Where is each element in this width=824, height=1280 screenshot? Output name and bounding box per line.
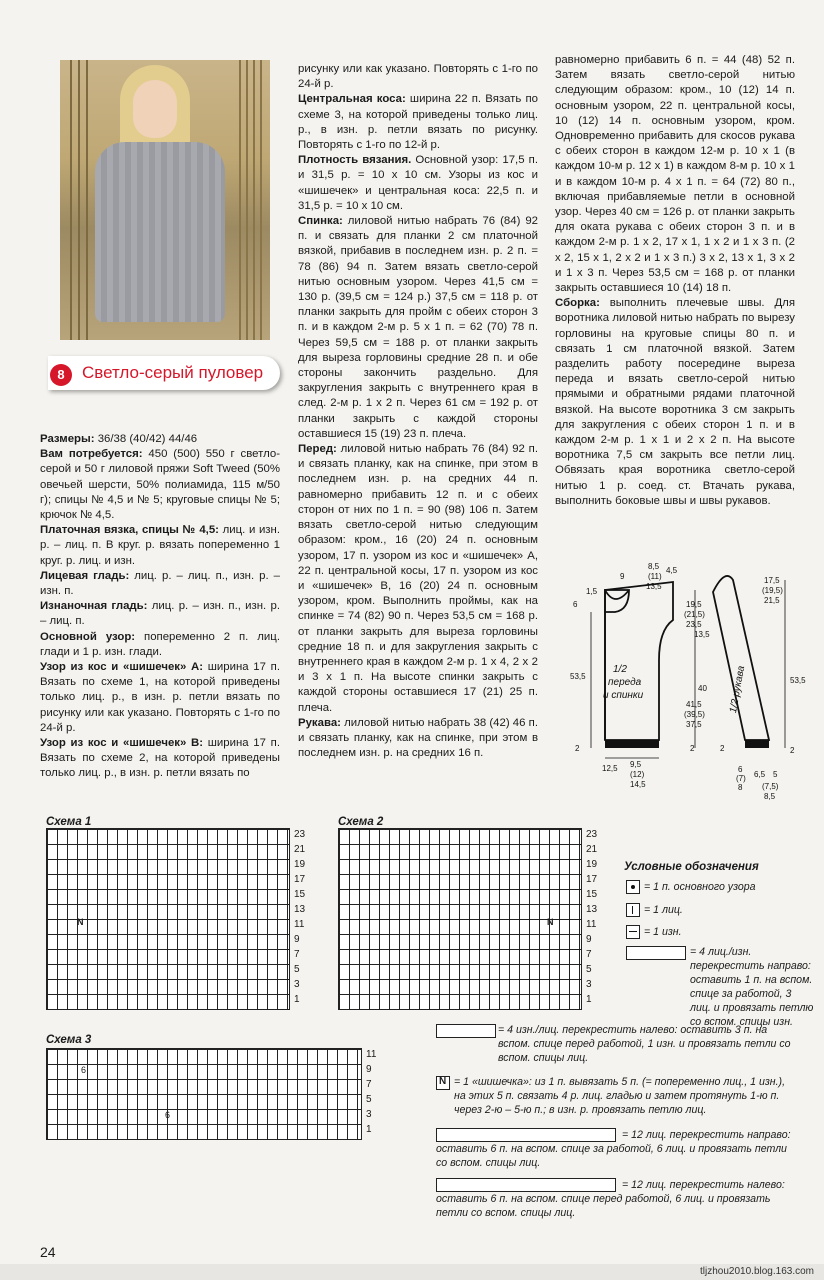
photo-reeds-right	[234, 60, 264, 340]
text-column-3	[555, 53, 795, 509]
label-half-2: переда	[608, 677, 642, 688]
row-number: 17	[586, 874, 598, 885]
scheme-1-title: Схема 1	[46, 816, 92, 828]
symbol-cross-right-4	[626, 946, 686, 960]
row-number: 7	[586, 949, 592, 960]
dim-shoulder-last: 13,5	[646, 582, 662, 591]
section-body: попеременно 2 п. лиц. глади и 1 р. изн. глади.	[40, 630, 280, 658]
row-number: 5	[586, 964, 592, 975]
dim-sleeve-top-1: 17,5	[764, 576, 780, 585]
row-number: 9	[586, 934, 592, 945]
dim-cuff-f: (7,5)	[762, 782, 779, 791]
symbol-bobble-glyph: N	[439, 1076, 447, 1087]
col1-paragraph	[40, 736, 280, 782]
dim-left-margin: 1,5	[586, 587, 598, 596]
section-body: лиловой нитью набрать 76 (84) 92 п. и связать планку, как на спинке, при этом в последнем изн. р. на средних 44 п. равномерно прибавить 12 п. и с обеих сторон от них по 1 п. = 90 (98) 106 п. Затем вязать светло-серой нитью следующим образом: кром., 16 (20) 24 п. основным узором, 17 п. узором из кос и «шишечек» A, 22 п. центральной косы, 17 п. узором из кос и «шишечек» B, 16 (20) 24 п. основным узором, кром. Выполнить проймы, как на спинке = 74 (82) 90 п. Через 53,5 см = 168 р. от планки закрыть для выреза горловины средние 18 п. и для закругления закрыть с внутреннего края в каждом 2-м р. 1 х 4, 2 х 2 и 3 х 1 п. На высоте спинки закрыть с каждой стороны оставшиеся 17 (21) 25 п. плеча.	[298, 443, 538, 714]
body-panel	[605, 582, 673, 740]
photo-reeds-left	[64, 60, 94, 340]
section-heading: Платочная вязка, спицы № 4,5:	[40, 524, 219, 537]
row-number: 9	[366, 1064, 372, 1075]
dim-lower-1: 41,5	[686, 700, 702, 709]
pattern-title: Светло-серый пуловер	[82, 363, 264, 382]
section-body: ширина 22 п. Вязать по схеме 3, на которой приведены только лиц. р., в изн. р. петли вязать по рисунку. Повторять с 1-го по 12-й р.	[298, 93, 538, 152]
row-number: 3	[294, 979, 300, 990]
cable-mark-1: 6	[81, 1065, 87, 1075]
dim-shoulder-top: 8,5	[648, 562, 660, 571]
section-body: выполнить плечевые швы. Для воротника лиловой нитью набрать по вырезу горловины на круговые спицы 80 п. и связать 1 см платочной вязкой. Затем разделить работу посередине выреза переда и вязать светло-серой нитью прямыми и обратными рядами платочной вязкой. На высоте воротника 3 см закрыть для закругления с обеих сторон 1 п. и в каждом 2-м р. 1 х 1 и 2 х 2 п. На высоте воротника 7,5 см закрыть все петли лиц. Обвязать края воротника светло-серой нитью 1 р. соед. ст. Втачать рукава, выполнить боковые швы и швы рукавов.	[555, 297, 795, 507]
col1-paragraph	[40, 599, 280, 629]
section-heading: Узор из кос и «шишечек» B:	[40, 737, 204, 750]
section-body: лиц. и изн. р. – лиц. п. В круг. р. вязать попеременно 1 круг. р. лиц. и изн.	[40, 524, 280, 567]
section-heading: Основной узор:	[40, 630, 136, 643]
col3-paragraph	[555, 53, 795, 296]
dim-hem-left: 2	[575, 744, 580, 753]
dim-total-height: 53,5	[570, 672, 586, 681]
dim-armhole-3: 23,5	[686, 620, 702, 629]
row-number: 13	[294, 904, 306, 915]
section-body: лиловой нитью набрать 76 (84) 92 п. и связать для планки 2 см платочной вязкой, прибавив в последнем изн. р. 2 п. = 78 (86) 94 п. Затем вязать светло-серой нитью основным узором. Через 41,5 см = 130 р. (39,5 см = 124 р.) 37,5 см = 118 р. от планки закрыть для пройм с обеих сторон 3 п. и в каждом 2-м р. 5 х 1 п. = 62 (70) 78 п. Через 59,5 см = 188 р. от планки закрыть для выреза горловины средние 28 п. и обе стороны закончить раздельно. Для закругления закрыть с внутреннего края в след. 2-м р. 1 х 2 п. Через 61 см = 192 р. от планки закрыть с каждой стороны оставшиеся 15 (19) 23 п. плеча.	[298, 215, 538, 440]
col2-paragraph	[298, 153, 538, 214]
dim-sleeve-lower: 40	[698, 684, 707, 693]
dim-lower-3: 37,5	[686, 720, 702, 729]
section-heading: Узор из кос и «шишечек» A:	[40, 661, 204, 674]
dim-cuff-b: (7)	[736, 774, 746, 783]
dim-sleeve-top-2: (19,5)	[762, 586, 783, 595]
scheme-2-title: Схема 2	[338, 816, 384, 828]
row-number: 9	[294, 934, 300, 945]
section-body: лиц. р. – изн. п., изн. р. – лиц. п.	[40, 600, 280, 628]
bobble-mark-2: N	[547, 917, 554, 927]
col2-paragraph	[298, 62, 538, 92]
dim-bottom-width: 12,5	[602, 764, 618, 773]
legend-item-3: = 1 изн.	[644, 926, 682, 938]
section-heading: Размеры:	[40, 433, 95, 445]
section-body: ширина 17 п. Вязать по схеме 1, на которой приведены только лиц. р., в изн. р. петли вязать по рисунку или как указано. Повторять с 1-го по 24-й р.	[40, 661, 280, 734]
row-number: 23	[294, 829, 306, 840]
dim-shoulder-paren: (11)	[648, 572, 662, 581]
dim-sleeve-hem-right: 2	[790, 746, 795, 755]
text-column-2	[298, 62, 538, 761]
cable-mark-2: 6	[165, 1110, 171, 1120]
text-column-1	[40, 432, 280, 782]
row-number: 15	[586, 889, 598, 900]
row-number: 21	[294, 844, 306, 855]
row-number: 11	[586, 919, 597, 930]
col1-paragraph	[40, 630, 280, 660]
symbol-main-pattern	[626, 880, 640, 894]
section-heading: Плотность вязания.	[298, 154, 412, 167]
row-number: 1	[586, 994, 592, 1005]
row-number: 7	[366, 1079, 372, 1090]
col2-paragraph	[298, 92, 538, 153]
dim-cap-height: 13,5	[694, 630, 710, 639]
col1-paragraph	[40, 660, 280, 736]
col1-paragraph	[40, 447, 280, 523]
dim-bottom-b: (12)	[630, 770, 645, 779]
legend-item-4: = 4 лиц./изн. перекрестить направо: оставить 1 п. на вспом. спице за работой, 3 лиц. и провязать петлю со вспом. спицы изн.	[690, 946, 814, 1028]
watermark-url: tljzhou2010.blog.163.com	[700, 1266, 814, 1277]
row-number: 5	[366, 1094, 372, 1105]
model-photo	[60, 60, 270, 340]
dim-hem-right: 2	[690, 744, 695, 753]
symbol-knit	[626, 903, 640, 917]
section-body: 36/38 (40/42) 44/46	[94, 433, 198, 445]
legend-item-2: = 1 лиц.	[644, 904, 683, 916]
col2-paragraph	[298, 214, 538, 442]
section-heading: Изнаночная гладь:	[40, 600, 148, 613]
section-heading: Вам потребуется:	[40, 448, 143, 461]
section-heading: Рукава:	[298, 716, 341, 729]
dim-armhole-2: (21,5)	[684, 610, 705, 619]
row-number: 21	[586, 844, 598, 855]
row-number: 23	[586, 829, 598, 840]
body-hem-band	[605, 740, 659, 748]
legend-wide-4: = 12 лиц. перекрестить налево: оставить 6 п. на вспом. спице перед работой, 6 лиц. и провязать петли со вспом. спицы лиц.	[436, 1179, 785, 1219]
scheme-3-title: Схема 3	[46, 1034, 92, 1046]
section-heading: Сборка:	[555, 297, 600, 310]
row-number: 11	[294, 919, 305, 930]
row-number: 13	[586, 904, 598, 915]
section-body: Основной узор: 17,5 п. и 31,5 р. = 10 х 10 см. Узоры из кос и «шишечек» и центральная коса: 22,5 п. и 31,5 р. = 10 х 10 см.	[298, 154, 538, 212]
section-body: 450 (500) 550 г светло-серой и 50 г лиловой пряжи Soft Tweed (50% овечьей шерсти, 50% полиамида, 115 м/50 г); спицы № 4,5 и № 5; круговые спицы № 5; крючок № 4,5.	[40, 448, 280, 522]
symbol-cross-left-4	[436, 1024, 496, 1038]
body-outline	[605, 590, 629, 612]
dim-lower-2: (39,5)	[684, 710, 705, 719]
sleeve-outline	[713, 576, 769, 740]
dim-cuff-a: 6	[738, 765, 743, 774]
scheme-2-grid	[338, 828, 582, 1010]
row-number: 1	[366, 1124, 372, 1135]
row-number: 19	[294, 859, 306, 870]
dim-armhole-1: 19,5	[686, 600, 702, 609]
row-number: 11	[366, 1049, 377, 1060]
dim-left-small: 6	[573, 600, 578, 609]
dim-cuff-d: 6,5	[754, 770, 766, 779]
dim-cuff-c: 8	[738, 783, 743, 792]
photo-face	[133, 80, 177, 138]
legend-wide-2: = 1 «шишечка»: из 1 п. вывязать 5 п. (= попеременно лиц., 1 изн.), на этих 5 п. связать 4 р. лиц. гладью и затем протянуть 1-ю п. через 2-ю – 5-ю п.; в изн. р. провязать петлю лиц.	[454, 1076, 786, 1116]
pattern-number-badge: 8	[50, 364, 72, 386]
symbol-purl	[626, 925, 640, 939]
row-number: 15	[294, 889, 306, 900]
col1-paragraph	[40, 432, 280, 447]
col1-paragraph	[40, 569, 280, 599]
scheme-3-grid	[46, 1048, 362, 1140]
section-body: ширина 17 п. Вязать по схеме 2, на которой приведены только лиц. р., в изн. р. петли вязать по	[40, 737, 280, 780]
symbol-bobble	[436, 1076, 450, 1090]
row-number: 3	[366, 1109, 372, 1120]
row-number: 17	[294, 874, 306, 885]
label-half-3: и спинки	[603, 690, 644, 701]
photo-sweater	[95, 142, 225, 322]
dim-bottom-c: 14,5	[630, 780, 646, 789]
dim-cuff-e: 5	[773, 770, 778, 779]
section-body: лиловой нитью набрать 38 (42) 46 п. и связать планку, как на спинке, при этом в последнем изн. р. на средних 16 п.	[298, 716, 538, 760]
legend-title: Условные обозначения	[624, 861, 759, 873]
dim-sleeve-total: 53,5	[790, 676, 806, 685]
row-number: 5	[294, 964, 300, 975]
section-body: рисунку или как указано. Повторять с 1-го по 24-й р.	[298, 63, 538, 91]
col3-paragraph	[555, 296, 795, 509]
section-heading: Центральная коса:	[298, 93, 406, 106]
col2-paragraph	[298, 716, 538, 762]
label-half-1: 1/2	[613, 664, 627, 675]
dim-sleeve-top-3: 21,5	[764, 596, 780, 605]
bobble-mark: N	[77, 917, 84, 927]
dim-bottom-a: 9,5	[630, 760, 642, 769]
section-heading: Лицевая гладь:	[40, 569, 130, 582]
row-number: 3	[586, 979, 592, 990]
col2-paragraph	[298, 442, 538, 716]
dim-top-right: 4,5	[666, 566, 678, 575]
row-number: 19	[586, 859, 598, 870]
row-number: 1	[294, 994, 300, 1005]
sleeve-hem-band	[745, 740, 769, 748]
dim-neck-width: 9	[620, 572, 625, 581]
col1-paragraph	[40, 523, 280, 569]
page-number: 24	[40, 1244, 56, 1260]
legend-wide-3: = 12 лиц. перекрестить направо: оставить 6 п. на вспом. спице за работой, 6 лиц. и провязать петли со вспом. спицы лиц.	[436, 1129, 791, 1169]
dim-cuff-g: 8,5	[764, 792, 776, 801]
dim-sleeve-hem-left: 2	[720, 744, 725, 753]
legend-item-1: = 1 п. основного узора	[644, 881, 756, 893]
section-heading: Спинка:	[298, 215, 343, 228]
section-heading: Перед:	[298, 443, 337, 456]
section-body: лиц. р. – лиц. п., изн. р. – изн. п.	[40, 569, 281, 598]
label-sleeve: 1/2 рукава	[728, 664, 748, 714]
legend-wide-1: = 4 изн./лиц. перекрестить налево: оставить 3 п. на вспом. спице перед работой, 1 изн. и провязать петли со вспом. спицы лиц.	[498, 1024, 791, 1064]
section-body: равномерно прибавить 6 п. = 44 (48) 52 п. Затем вязать светло-серой нитью следующим образом: кром., 10 (12) 14 п. основным узором, 22 п. центральной косы, 10 (12) 14 п. основным узором, кром. Одновременно прибавить для скосов рукава с обеих сторон в каждом 12-м р. 10 х 1 (в каждом 10-м р. 12 х 1) в каждом 8-м р. 10 х 1 и в каждом 10-м р. 4 х 1 п. = 64 (72) 80 п., включая прибавляемые петли в основной узор. Через 40 см = 126 р. от планки закрыть для оката рукава с обеих сторон 3 п. и в каждом 2-м р. 1 х 2, 17 х 1, 1 х 2 и 1 х 3 п. (2 х 2, 15 х 1, 2 х 2 и 1 х 3 п.) 3 х 2, 13 х 1, 3 х 2 и 1 х 3 п. Через 53,5 см = 168 р. от планки закрыть оставшиеся 10 (14) 18 п.	[555, 54, 795, 295]
row-number: 7	[294, 949, 300, 960]
scheme-1-grid	[46, 828, 290, 1010]
